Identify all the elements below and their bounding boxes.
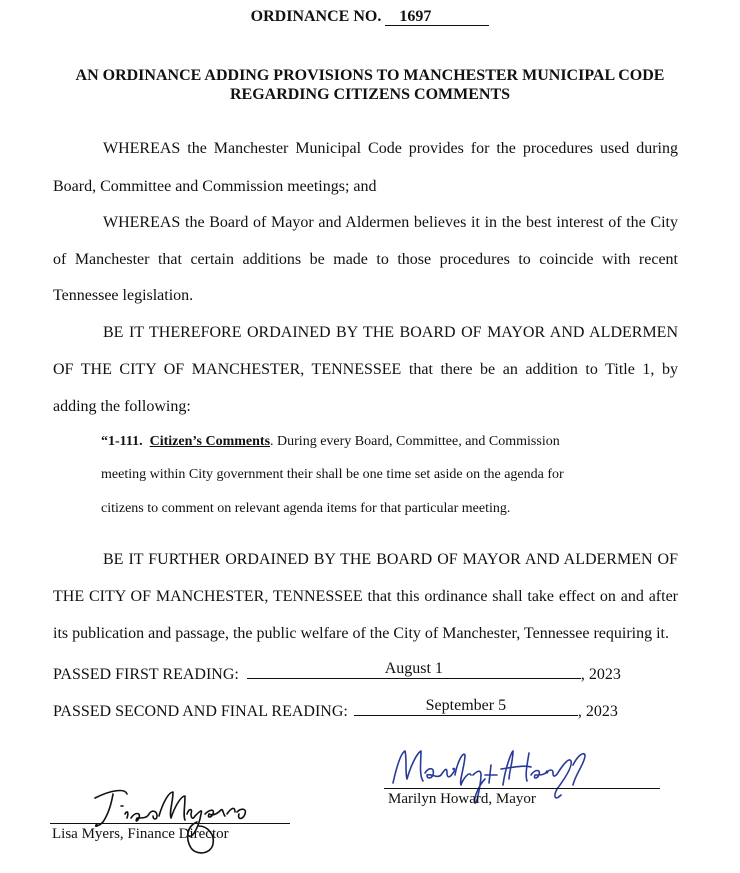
section-line2: meeting within City government their shall be one time set aside on the agenda for xyxy=(101,467,564,482)
second-reading-label: PASSED SECOND AND FINAL READING: xyxy=(53,703,348,720)
ordained1-line1: BE IT THEREFORE ORDAINED BY THE BOARD OF MAYOR AND ALDERMEN xyxy=(103,324,678,341)
second-reading-row xyxy=(53,699,618,721)
first-reading-label: PASSED FIRST READING: xyxy=(53,666,239,683)
ordinance-title xyxy=(0,8,740,26)
section-number: “1-111. xyxy=(101,434,143,449)
section-line1 xyxy=(101,434,560,450)
section-line3: citizens to comment on relevant agenda items for that particular meeting. xyxy=(101,501,511,516)
whereas1-line2: Board, Committee and Commission meetings; and xyxy=(53,178,377,195)
ordained2-line2: THE CITY OF MANCHESTER, TENNESSEE that this ordinance shall take effect on and after xyxy=(53,588,678,605)
ordained1-line2: OF THE CITY OF MANCHESTER, TENNESSEE that there be an addition to Title 1, by xyxy=(53,361,678,378)
first-reading-year: , 2023 xyxy=(580,666,621,683)
ordinance-heading-line1: AN ORDINANCE ADDING PROVISIONS TO MANCHESTER MUNICIPAL CODE xyxy=(75,67,665,84)
ordained2-line3: its publication and passage, the public welfare of the City of Manchester, Tennessee requiring it. xyxy=(53,625,669,642)
second-reading-date: September 5 xyxy=(425,697,507,714)
finance-director-signature xyxy=(55,778,270,858)
ordained1-line3: adding the following: xyxy=(53,398,191,415)
mayor-signature-line xyxy=(384,788,660,789)
ordained2-line1: BE IT FURTHER ORDAINED BY THE BOARD OF MAYOR AND ALDERMEN OF xyxy=(103,551,678,568)
ordinance-number: 1697 xyxy=(385,8,489,26)
whereas2-line1: WHEREAS the Board of Mayor and Aldermen believes it in the best interest of the City xyxy=(103,214,678,231)
whereas1-line1: WHEREAS the Manchester Municipal Code provides for the procedures used during xyxy=(103,140,678,157)
second-reading-date-field xyxy=(354,699,578,716)
mayor-caption: Marilyn Howard, Mayor xyxy=(388,791,536,807)
whereas2-line3: Tennessee legislation. xyxy=(53,287,194,304)
whereas2-line2: of Manchester that certain additions be made to those procedures to coincide with recent xyxy=(53,251,678,268)
finance-director-signature-line xyxy=(50,823,290,824)
section-title: Citizen’s Comments xyxy=(149,434,271,449)
first-reading-row xyxy=(53,662,621,684)
finance-director-caption: Lisa Myers, Finance Director xyxy=(52,826,229,842)
first-reading-date-field xyxy=(247,662,581,679)
ordinance-label: ORDINANCE NO. xyxy=(250,8,382,25)
first-reading-date: August 1 xyxy=(384,660,443,677)
second-reading-year: , 2023 xyxy=(577,703,618,720)
ordinance-heading-line2: REGARDING CITIZENS COMMENTS xyxy=(229,86,511,103)
section-line1-text: . During every Board, Committee, and Commission xyxy=(270,434,560,449)
